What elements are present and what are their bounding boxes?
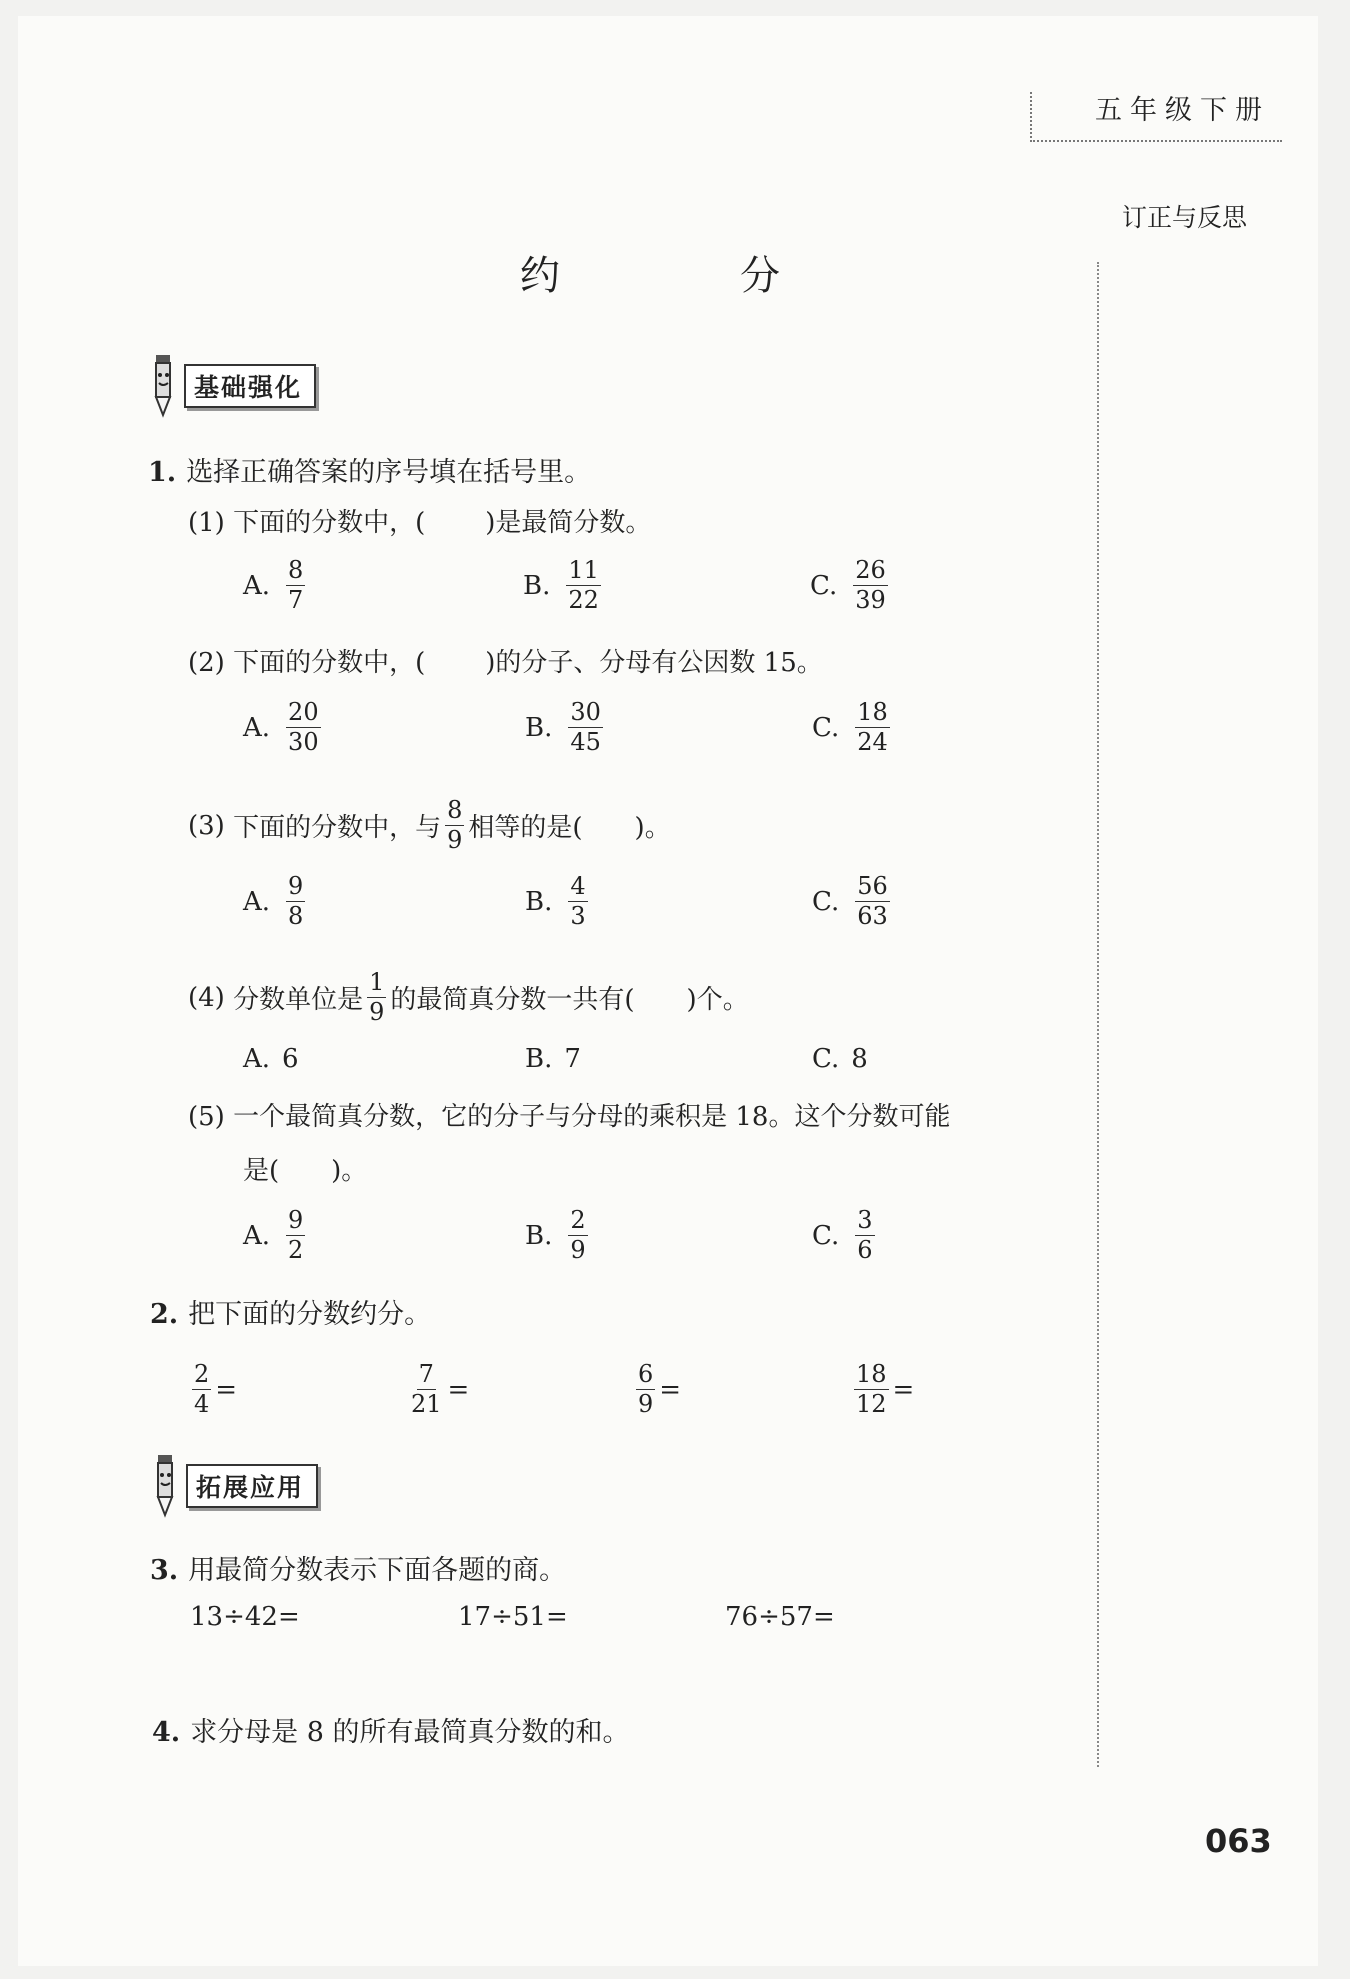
subquestion-5: (5) 一个最简真分数，它的分子与分母的乘积是 18。这个分数可能: [188, 1102, 951, 1132]
sub-label: (1): [188, 508, 225, 538]
sub-text: )是最简分数。: [485, 508, 652, 538]
section-title-basic: 基础强化: [184, 364, 316, 408]
division-item[interactable]: 13÷42=: [190, 1602, 300, 1632]
grade-label-box: [1030, 92, 1282, 142]
option-a[interactable]: A. $\frac{9}{2}$: [243, 1206, 304, 1265]
reduce-item[interactable]: $\frac{18}{12}$ =: [856, 1360, 915, 1419]
option-b[interactable]: B. $\frac{30}{45}$: [525, 698, 601, 757]
option-a[interactable]: A. $\frac{8}{7}$: [243, 556, 304, 615]
question-1: [148, 450, 591, 489]
sub-text: 下面的分数中，(: [233, 508, 426, 538]
subquestion-5-line2: 是( )。: [243, 1156, 368, 1186]
division-item[interactable]: 17÷51=: [458, 1602, 568, 1632]
subquestion-2: (2) 下面的分数中，( )的分子、分母有公因数 15。: [188, 648, 823, 678]
pencil-icon: [150, 1453, 180, 1519]
section-badge-extend: [150, 1466, 318, 1506]
subquestion-1: [188, 502, 651, 539]
question-2: 2. 把下面的分数约分。: [150, 1299, 432, 1330]
question-stem: 选择正确答案的序号填在括号里。: [186, 457, 592, 488]
page-number: 063: [1205, 1822, 1272, 1860]
question-number: 1.: [148, 457, 177, 488]
option-b[interactable]: B. $\frac{2}{9}$: [525, 1206, 586, 1265]
correction-column-title: 订正与反思: [1122, 203, 1248, 232]
pencil-icon: [148, 353, 178, 419]
option-a[interactable]: A. 6: [243, 1044, 299, 1074]
correction-divider: [1097, 262, 1099, 1767]
option-c[interactable]: C. $\frac{26}{39}$: [810, 556, 886, 615]
option-c[interactable]: C. 8: [812, 1044, 868, 1074]
section-title-extend: 拓展应用: [186, 1464, 318, 1508]
section-badge-basic: [148, 366, 316, 406]
question-3: 3. 用最简分数表示下面各题的商。: [150, 1555, 567, 1586]
option-b[interactable]: B. $\frac{11}{22}$: [523, 556, 599, 615]
option-a[interactable]: A. $\frac{20}{30}$: [243, 698, 319, 757]
option-a[interactable]: A. $\frac{9}{8}$: [243, 872, 304, 931]
subquestion-4: (4) 分数单位是 $\frac{1}{9}$ 的最简真分数一共有( )个。: [188, 968, 749, 1027]
option-b[interactable]: B. $\frac{4}{3}$: [525, 872, 586, 931]
reduce-item[interactable]: $\frac{6}{9}$ =: [638, 1360, 682, 1419]
reduce-item[interactable]: $\frac{2}{4}$ =: [194, 1360, 238, 1419]
option-c[interactable]: C. $\frac{18}{24}$: [812, 698, 888, 757]
division-item[interactable]: 76÷57=: [725, 1602, 835, 1632]
option-c[interactable]: C. $\frac{3}{6}$: [812, 1206, 873, 1265]
question-4: 4. 求分母是 8 的所有最简真分数的和。: [152, 1717, 630, 1748]
subquestion-3: (3) 下面的分数中，与 $\frac{8}{9}$ 相等的是( )。: [188, 796, 671, 855]
page-title: 约 分: [520, 253, 850, 299]
grade-label: 五年级下册: [1095, 95, 1270, 126]
reduce-item[interactable]: $\frac{7}{21}$ =: [411, 1360, 470, 1419]
option-c[interactable]: C. $\frac{56}{63}$: [812, 872, 888, 931]
option-b[interactable]: B. 7: [525, 1044, 581, 1074]
